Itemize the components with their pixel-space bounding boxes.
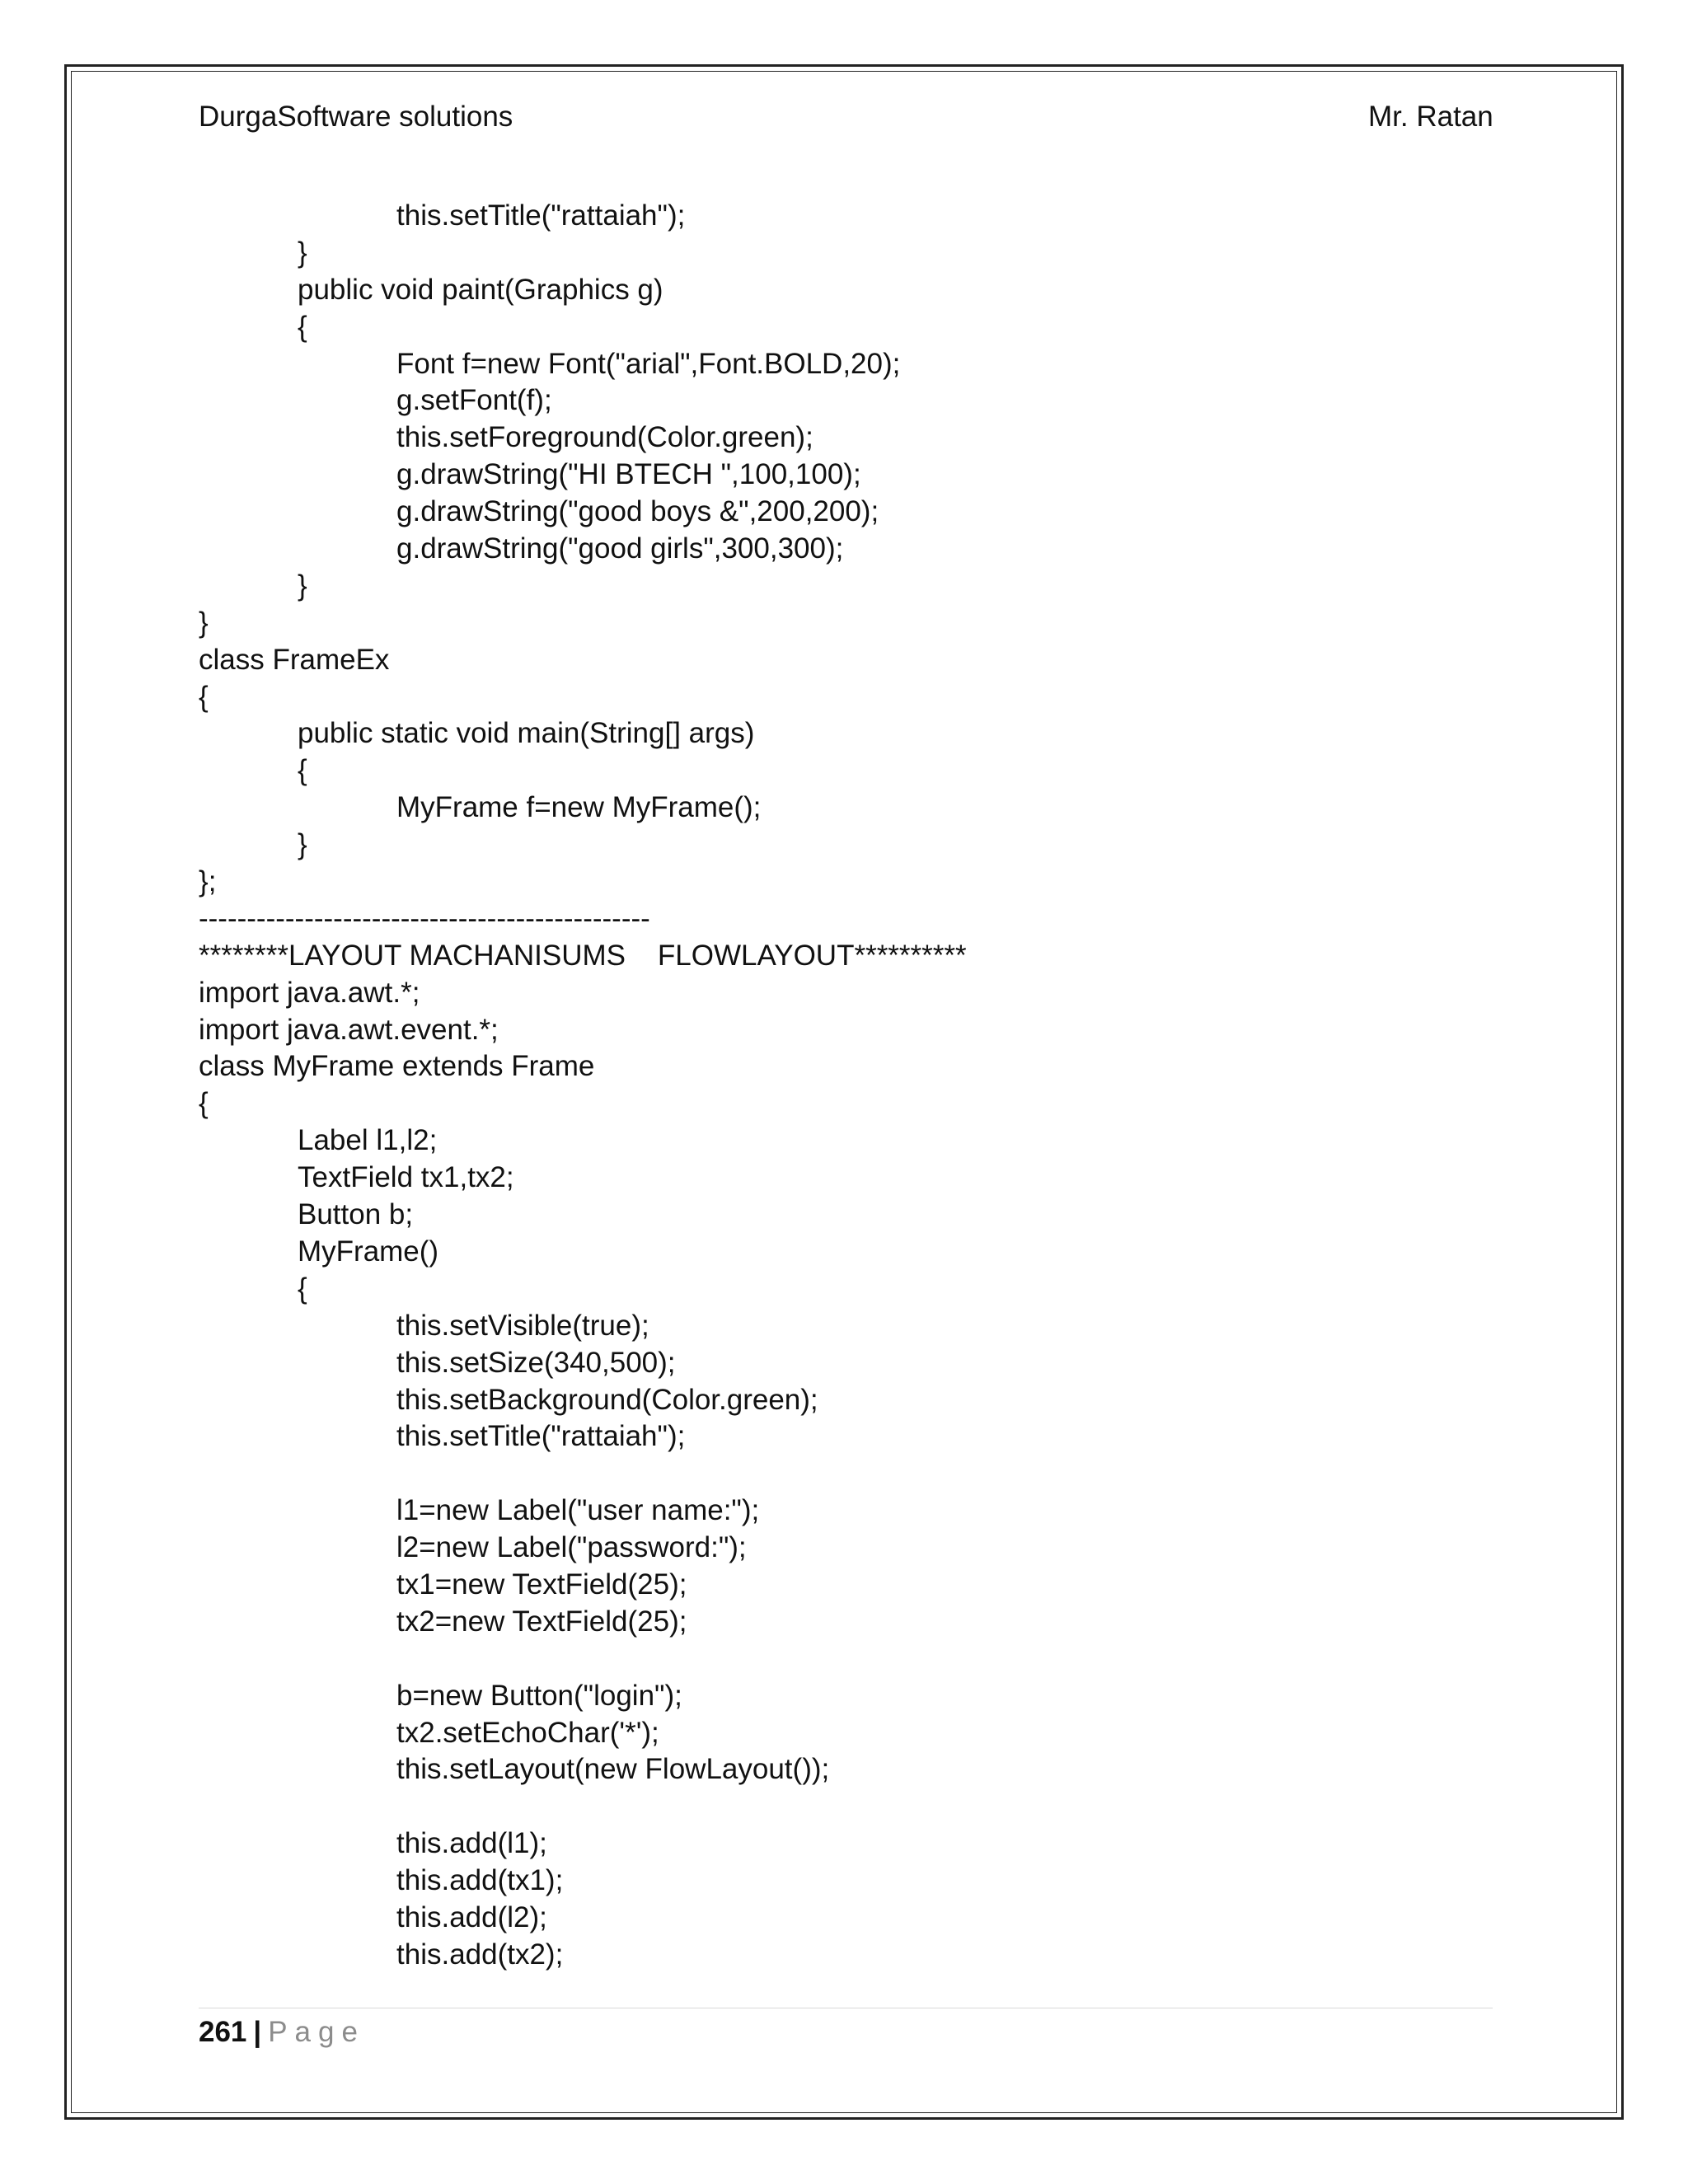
code-line: Label l1,l2;: [298, 1124, 438, 1157]
code-line: MyFrame(): [298, 1235, 439, 1268]
code-line: this.setTitle("rattaiah");: [396, 199, 686, 232]
code-line: public static void main(String[] args): [298, 717, 755, 750]
footer-separator: |: [253, 2016, 262, 2048]
code-line: tx1=new TextField(25);: [396, 1568, 687, 1601]
code-line: this.add(tx2);: [396, 1938, 564, 1971]
code-line: this.add(l2);: [396, 1900, 547, 1933]
code-line: class MyFrame extends Frame: [199, 1050, 595, 1083]
code-line: this.setLayout(new FlowLayout());: [396, 1753, 830, 1786]
code-line: MyFrame f=new MyFrame();: [396, 791, 762, 824]
code-line: }: [199, 606, 209, 639]
code-line: {: [298, 1272, 307, 1305]
header-company: DurgaSoftware solutions: [199, 101, 513, 133]
code-line: g.drawString("good girls",300,300);: [396, 532, 844, 565]
code-line: Font f=new Font("arial",Font.BOLD,20);: [396, 347, 901, 380]
code-line: [199, 1788, 1517, 1825]
code-line: import java.awt.event.*;: [199, 1013, 499, 1046]
code-line: this.setBackground(Color.green);: [396, 1383, 818, 1416]
code-line: this.setForeground(Color.green);: [396, 421, 814, 454]
code-line: this.setVisible(true);: [396, 1309, 649, 1342]
code-line: b=new Button("login");: [396, 1679, 682, 1712]
page-number: 261: [199, 2016, 247, 2048]
code-line: }: [298, 569, 307, 602]
code-line: };: [199, 865, 217, 898]
code-line: }: [298, 236, 307, 269]
code-line: [199, 1641, 1517, 1678]
page-footer: [199, 2014, 365, 2050]
code-line: class FrameEx: [199, 643, 390, 676]
code-line: import java.awt.*;: [199, 976, 420, 1009]
code-line: -----------------------------------------------: [199, 902, 650, 935]
code-line: {: [298, 754, 307, 787]
code-line: public void paint(Graphics g): [298, 273, 663, 306]
code-line: Button b;: [298, 1198, 414, 1231]
code-line: l1=new Label("user name:");: [396, 1494, 760, 1527]
code-line: [199, 1455, 1517, 1493]
code-line: this.setTitle("rattaiah");: [396, 1420, 686, 1453]
code-line: l2=new Label("password:");: [396, 1531, 747, 1564]
code-line: g.setFont(f);: [396, 384, 552, 417]
code-line: tx2.setEchoChar('*');: [396, 1716, 659, 1749]
code-line: tx2=new TextField(25);: [396, 1605, 687, 1638]
code-line: g.drawString("HI BTECH ",100,100);: [396, 458, 861, 491]
code-line: {: [199, 1087, 209, 1120]
code-listing: [199, 198, 1517, 1974]
code-line: {: [199, 680, 209, 713]
code-line: this.setSize(340,500);: [396, 1346, 676, 1379]
code-line: this.add(l1);: [396, 1827, 547, 1860]
code-line: ********LAYOUT MACHANISUMS FLOWLAYOUT**********: [199, 939, 967, 972]
header-author: Mr. Ratan: [1368, 101, 1493, 133]
code-line: }: [298, 828, 307, 861]
code-line: this.add(tx1);: [396, 1864, 564, 1897]
page-label: Page: [268, 2016, 365, 2048]
code-line: TextField tx1,tx2;: [298, 1161, 514, 1194]
code-line: {: [298, 310, 307, 343]
code-line: g.drawString("good boys &",200,200);: [396, 495, 879, 528]
